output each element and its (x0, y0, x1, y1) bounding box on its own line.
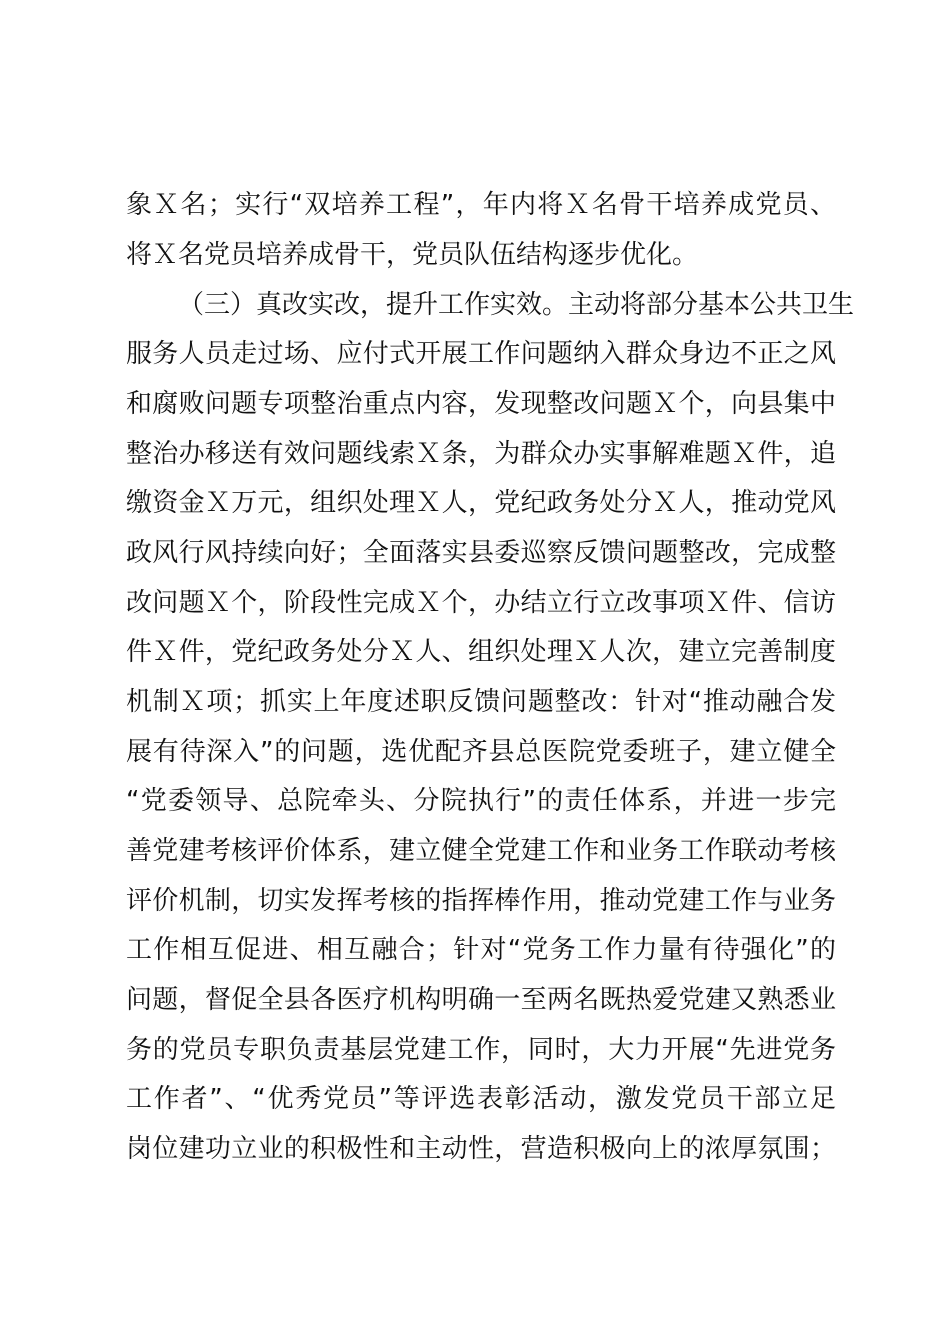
text-line: 善党建考核评价体系，建立健全党建工作和业务工作联动考核 (126, 836, 836, 866)
text-line: 服务人员走过场、应付式开展工作问题纳入群众身边不正之风 (126, 339, 836, 369)
text-line: 机制Ｘ项；抓实上年度述职反馈问题整改：针对“推动融合发 (126, 687, 836, 717)
text-line: 改问题Ｘ个，阶段性完成Ｘ个，办结立行立改事项Ｘ件、信访 (126, 588, 836, 618)
text-line: 将Ｘ名党员培养成骨干，党员队伍结构逐步优化。 (126, 240, 699, 270)
text-line: 工作者”、“优秀党员”等评选表彰活动，激发党员干部立足 (126, 1084, 836, 1114)
text-line: 缴资金Ｘ万元，组织处理Ｘ人，党纪政务处分Ｘ人，推动党风 (126, 488, 836, 518)
text-line: 件Ｘ件，党纪政务处分Ｘ人、组织处理Ｘ人次，建立完善制度 (126, 637, 836, 667)
text-line: 岗位建功立业的积极性和主动性，营造积极向上的浓厚氛围； (126, 1134, 836, 1164)
text-line: 象Ｘ名；实行“双培养工程”，年内将Ｘ名骨干培养成党员、 (126, 190, 836, 220)
text-line: 和腐败问题专项整治重点内容，发现整改问题Ｘ个，向县集中 (126, 389, 836, 419)
text-line: 评价机制，切实发挥考核的指挥棒作用，推动党建工作与业务 (126, 886, 836, 916)
text-line: “党委领导、总院牵头、分院执行”的责任体系，并进一步完 (126, 786, 836, 816)
text-line: 政风行风持续向好；全面落实县委巡察反馈问题整改，完成整 (126, 538, 836, 568)
section-heading-line: （三）真改实改，提升工作实效。主动将部分基本公共卫生 (178, 290, 855, 320)
text-line: 问题，督促全县各医疗机构明确一至两名既热爱党建又熟悉业 (126, 985, 836, 1015)
text-line: 展有待深入”的问题，选优配齐县总医院党委班子，建立健全 (126, 737, 836, 767)
text-line: 工作相互促进、相互融合；针对“党务工作力量有待强化”的 (126, 935, 836, 965)
text-line: 务的党员专职负责基层党建工作，同时，大力开展“先进党务 (126, 1035, 836, 1065)
text-line: 整治办移送有效问题线索Ｘ条，为群众办实事解难题Ｘ件，追 (126, 439, 836, 469)
